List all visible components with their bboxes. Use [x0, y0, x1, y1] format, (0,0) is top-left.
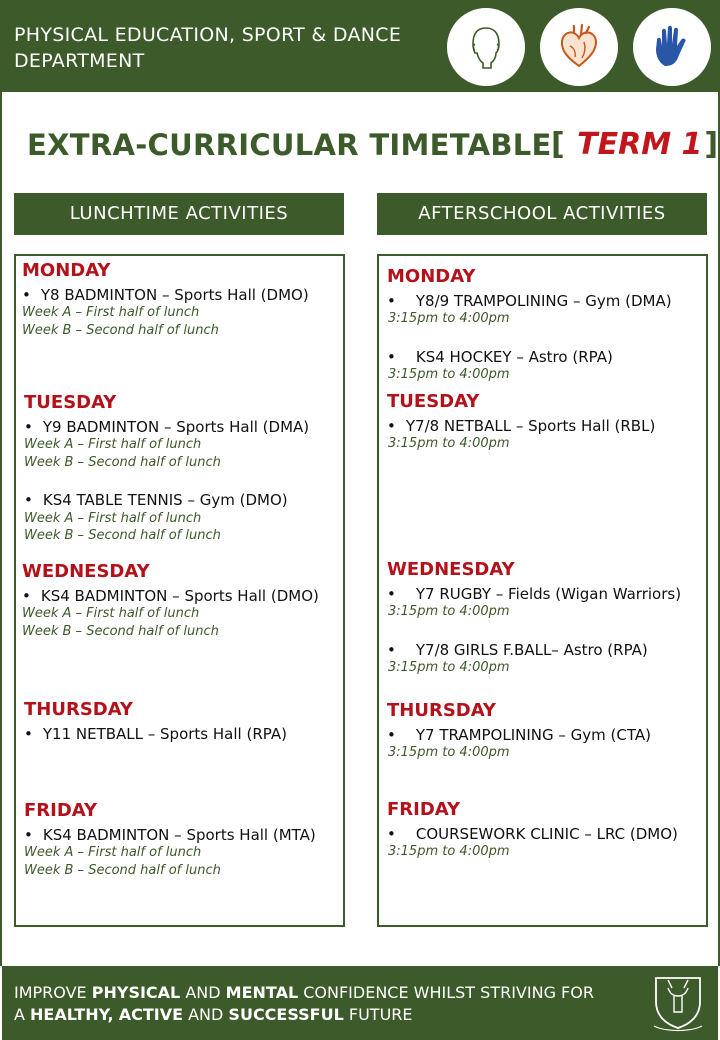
lunch-friday-note-a: Week A – First half of lunch — [24, 845, 202, 860]
lunch-friday-note-b: Week B – Second half of lunch — [24, 863, 221, 878]
after-wednesday-time-2: 3:15pm to 4:00pm — [388, 660, 510, 675]
after-tuesday-activity: • Y7/8 NETBALL – Sports Hall (RBL) — [387, 417, 656, 435]
after-friday-activity: • COURSEWORK CLINIC – LRC (DMO) — [387, 825, 678, 843]
head-icon — [461, 22, 511, 72]
hand-badge — [633, 8, 711, 86]
lunch-thursday: THURSDAY — [24, 699, 133, 720]
lunch-tuesday-note-a: Week A – First half of lunch — [24, 437, 202, 452]
lunch-wednesday-note-a: Week A – First half of lunch — [22, 606, 200, 621]
lunch-monday-note-b: Week B – Second half of lunch — [22, 323, 219, 338]
after-wednesday-time-1: 3:15pm to 4:00pm — [388, 604, 510, 619]
lunch-monday-activity: • Y8 BADMINTON – Sports Hall (DMO) — [22, 286, 309, 304]
after-wednesday-activity-2: • Y7/8 GIRLS F.BALL– Astro (RPA) — [387, 641, 648, 659]
after-monday: MONDAY — [387, 266, 476, 287]
lunch-wednesday: WEDNESDAY — [22, 561, 150, 582]
head-badge — [447, 8, 525, 86]
after-monday-time-1: 3:15pm to 4:00pm — [388, 311, 510, 326]
lunch-tuesday-note-b: Week B – Second half of lunch — [24, 455, 221, 470]
lunch-friday: FRIDAY — [24, 800, 98, 821]
lunch-tuesday: TUESDAY — [24, 392, 117, 413]
lunch-tuesday-note-d: Week B – Second half of lunch — [24, 528, 221, 543]
term-label: [ TERM 1] — [551, 127, 719, 162]
school-crest-icon — [652, 974, 704, 1034]
after-monday-time-2: 3:15pm to 4:00pm — [388, 367, 510, 382]
lunch-monday: MONDAY — [22, 260, 111, 281]
after-thursday-time: 3:15pm to 4:00pm — [388, 745, 510, 760]
lunch-friday-activity: • KS4 BADMINTON – Sports Hall (MTA) — [24, 826, 316, 844]
after-thursday-activity: • Y7 TRAMPOLINING – Gym (CTA) — [387, 726, 651, 744]
page-title: EXTRA-CURRICULAR TIMETABLE — [27, 128, 552, 162]
hand-icon — [647, 22, 697, 72]
lunch-tuesday-note-c: Week A – First half of lunch — [24, 511, 202, 526]
heart-icon — [554, 22, 604, 72]
lunch-wednesday-note-b: Week B – Second half of lunch — [22, 624, 219, 639]
lunch-tuesday-activity-2: • KS4 TABLE TENNIS – Gym (DMO) — [24, 491, 288, 509]
department-name: PHYSICAL EDUCATION, SPORT & DANCE DEPARTMENT — [14, 24, 402, 72]
lunchtime-heading: LUNCHTIME ACTIVITIES — [14, 193, 344, 235]
lunch-monday-note-a: Week A – First half of lunch — [22, 305, 200, 320]
lunch-tuesday-activity-1: • Y9 BADMINTON – Sports Hall (DMA) — [24, 418, 310, 436]
afterschool-heading: AFTERSCHOOL ACTIVITIES — [377, 193, 707, 235]
after-wednesday-activity-1: • Y7 RUGBY – Fields (Wigan Warriors) — [387, 585, 682, 603]
after-thursday: THURSDAY — [387, 700, 496, 721]
lunch-thursday-activity: • Y11 NETBALL – Sports Hall (RPA) — [24, 725, 287, 743]
footer-tagline: IMPROVE PHYSICAL AND MENTAL CONFIDENCE WHILST STRIVING FOR A HEALTHY, ACTIVE AND SUCCESSFUL FUTURE — [14, 983, 594, 1024]
lunch-wednesday-activity: • KS4 BADMINTON – Sports Hall (DMO) — [22, 587, 319, 605]
after-monday-activity-1: • Y8/9 TRAMPOLINING – Gym (DMA) — [387, 292, 672, 310]
heart-badge — [540, 8, 618, 86]
after-tuesday-time: 3:15pm to 4:00pm — [388, 436, 510, 451]
after-friday-time: 3:15pm to 4:00pm — [388, 844, 510, 859]
after-monday-activity-2: • KS4 HOCKEY – Astro (RPA) — [387, 348, 613, 366]
after-wednesday: WEDNESDAY — [387, 559, 515, 580]
after-tuesday: TUESDAY — [387, 391, 480, 412]
after-friday: FRIDAY — [387, 799, 461, 820]
